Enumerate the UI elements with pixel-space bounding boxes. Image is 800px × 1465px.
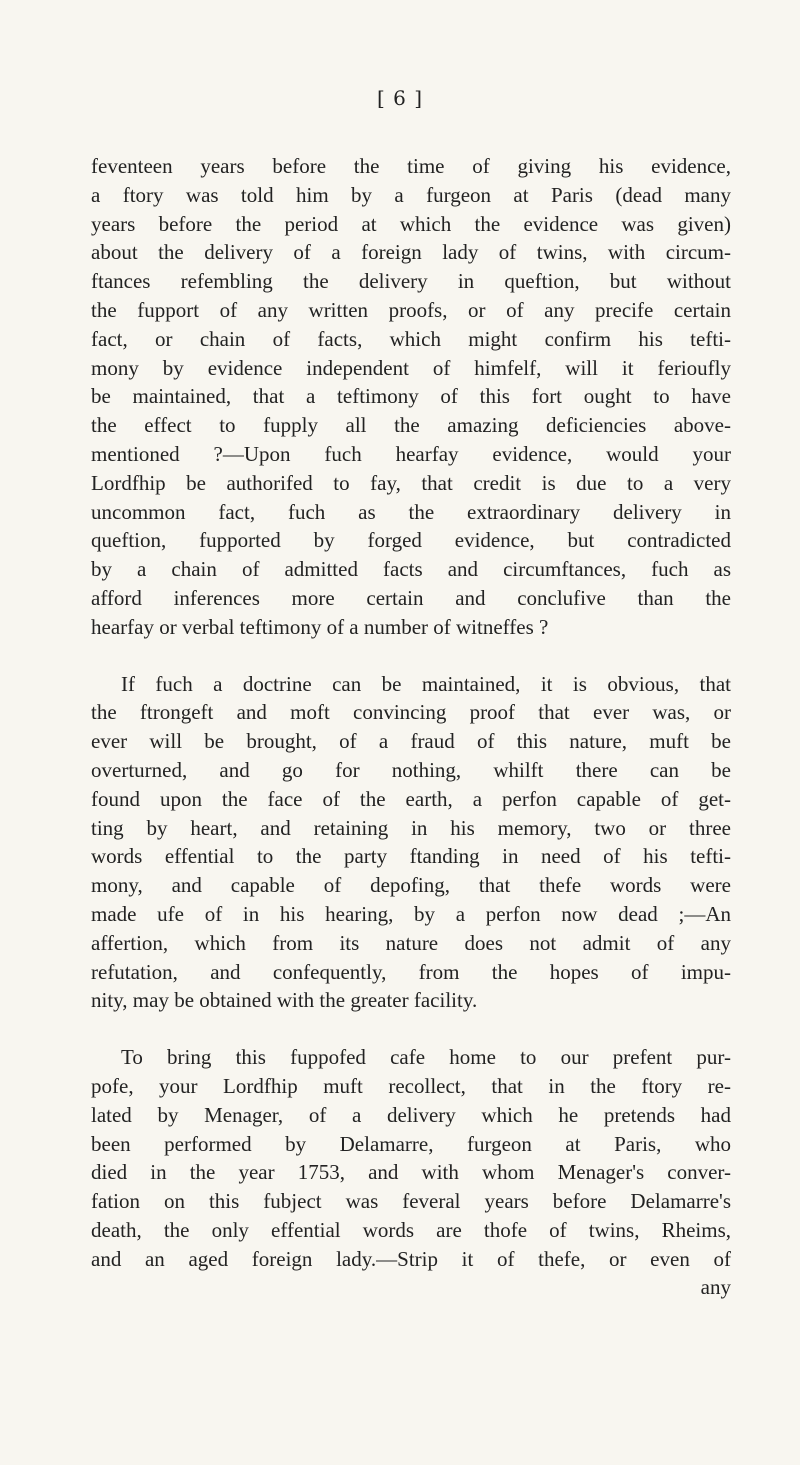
paragraph-2 [91,670,731,1016]
text-line: fact, or chain of facts, which might confirm his tefti- [91,326,731,351]
text-line: Lordfhip be authorifed to fay, that credit is due to a very [91,470,731,495]
text-line: queftion, fupported by forged evidence, but contradicted [91,528,731,553]
text-line: a ftory was told him by a furgeon at Paris (dead many [91,182,731,207]
paragraph-1 [91,152,731,642]
text-line: afford inferences more certain and conclufive than the [91,585,731,610]
text-line: affertion, which from its nature does not admit of any [91,930,731,955]
text-line: ftances refembling the delivery in queftion, but without [91,269,731,294]
text-line: be maintained, that a teftimony of this fort ought to have [91,384,731,409]
text-line: fation on this fubject was feveral years before Delamarre's [91,1189,731,1214]
text-line: hearfay or verbal teftimony of a number of witneffes ? [91,614,549,639]
text-line: If fuch a doctrine can be maintained, it is obvious, that [121,671,731,696]
text-line: pofe, your Lordfhip muft recollect, that in the ftory re- [91,1073,731,1098]
text-line: death, the only effential words are thofe of twins, Rheims, [91,1217,731,1242]
text-line: the effect to fupply all the amazing deficiencies above- [91,413,731,438]
text-line: the ftrongeft and moft convincing proof that ever was, or [91,700,731,725]
text-line: by a chain of admitted facts and circumftances, fuch as [91,557,731,582]
text-line: found upon the face of the earth, a perfon capable of get- [91,786,731,811]
text-line: mony, and capable of depofing, that thefe words were [91,873,731,898]
text-line: overturned, and go for nothing, whilft there can be [91,757,731,782]
text-line: mony by evidence independent of himfelf, will it ferioufly [91,355,731,380]
paragraph-gap [91,642,731,670]
text-line: been performed by Delamarre, furgeon at Paris, who [91,1131,731,1156]
text-line: died in the year 1753, and with whom Menager's conver- [91,1160,731,1185]
text-line: feventeen years before the time of giving his evidence, [91,154,731,178]
text-line: and an aged foreign lady.—Strip it of thefe, or even of [91,1246,731,1271]
paragraph-gap [91,1015,731,1043]
paragraph-3 [91,1043,731,1302]
text-line: the fupport of any written proofs, or of any precife certain [91,297,731,322]
text-line: words effential to the party ftanding in need of his tefti- [91,844,731,869]
text-line: mentioned ?—Upon fuch hearfay evidence, would your [91,441,731,466]
text-line: lated by Menager, of a delivery which he pretends had [91,1102,731,1127]
page-number: [ 6 ] [376,86,424,110]
text-line: nity, may be obtained with the greater facility. [91,988,478,1013]
text-line: years before the period at which the evidence was given) [91,211,731,236]
body-text [91,152,731,1302]
catchword: any [700,1275,731,1300]
text-line: refutation, and confequently, from the hopes of impu- [91,959,731,984]
text-line: ting by heart, and retaining in his memory, two or three [91,815,731,840]
text-line: made ufe of in his hearing, by a perfon now dead ;—An [91,901,731,926]
text-line: about the delivery of a foreign lady of twins, with circum- [91,240,731,265]
text-line: To bring this fuppofed cafe home to our prefent pur- [121,1045,731,1070]
text-line: ever will be brought, of a fraud of this nature, muft be [91,729,731,754]
text-line: uncommon fact, fuch as the extraordinary delivery in [91,499,731,524]
